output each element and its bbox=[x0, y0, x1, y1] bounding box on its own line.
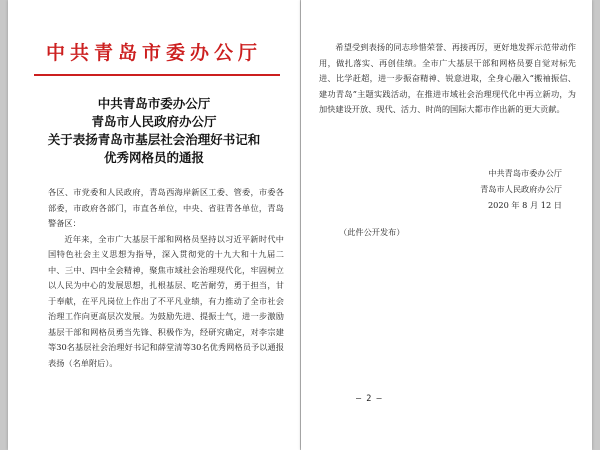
title-line-1: 中共青岛市委办公厅 bbox=[97, 96, 211, 111]
title-line-2: 青岛市人民政府办公厅 bbox=[91, 114, 217, 129]
body-paragraph: 近年来，全市广大基层干部和网格员坚持以习近平新时代中国特色社会主义思想为指导，深入贯彻党的十九大和十九届二中、三中、四中全会精神，聚焦市域社会治理现代化，牢固树立以人民为中心的发展思想，扎根基层、吃苦耐劳，勇于担当，甘于奉献，在平凡岗位上作出了不平凡业绩，有力推动了全市社会治理工作向更高层次发展。为鼓励先进、提振士气，进一步激励基层干部和网格员勇当先锋、积极作为，经研究确定，对李宗建等30名基层社会治理好书记和薛堂清等30名优秀网格员予以通报表扬（名单附后）。 bbox=[48, 233, 284, 368]
signature-date: 2020 年 8 月 12 日 bbox=[487, 200, 562, 210]
document-page-right bbox=[301, 0, 592, 450]
title-line-3: 关于表扬青岛市基层社会治理好书记和 bbox=[47, 132, 261, 147]
closing-paragraph: 希望受到表扬的同志珍惜荣誉、再接再厉，更好地发挥示范带动作用，做扎落实、再创佳绩。全市广大基层干部和网格员要自觉对标先进、比学赶超，进一步振奋精神、锐意进取，全身心融入“搬袖振信、建功青岛”主题实践活动，在推进市域社会治理现代化中再立新功，为加快建设开放、现代、活力、时尚的国际大都市作出新的更大贡献。 bbox=[319, 42, 576, 114]
red-header-title: 中共青岛市委办公厅 bbox=[45, 42, 262, 64]
title-line-4: 优秀网格员的通报 bbox=[103, 150, 204, 165]
closing-body bbox=[319, 40, 576, 118]
document-body bbox=[48, 185, 284, 371]
document-page-left bbox=[8, 0, 300, 450]
page-number: — 2 — bbox=[356, 394, 382, 404]
recipients-paragraph: 各区、市党委和人民政府，青岛西海岸新区工委、管委，市委各部委，市政府各部门，市直各单位，中央、省驻青各单位，青岛警备区： bbox=[48, 187, 284, 228]
document-title bbox=[8, 95, 300, 167]
red-divider-line bbox=[34, 74, 280, 76]
signature-line-2: 青岛市人民政府办公厅 bbox=[480, 184, 562, 194]
signature-line-1: 中共青岛市委办公厅 bbox=[488, 168, 562, 178]
publication-note: （此件公开发布） bbox=[339, 227, 405, 237]
signature-block bbox=[480, 165, 562, 213]
